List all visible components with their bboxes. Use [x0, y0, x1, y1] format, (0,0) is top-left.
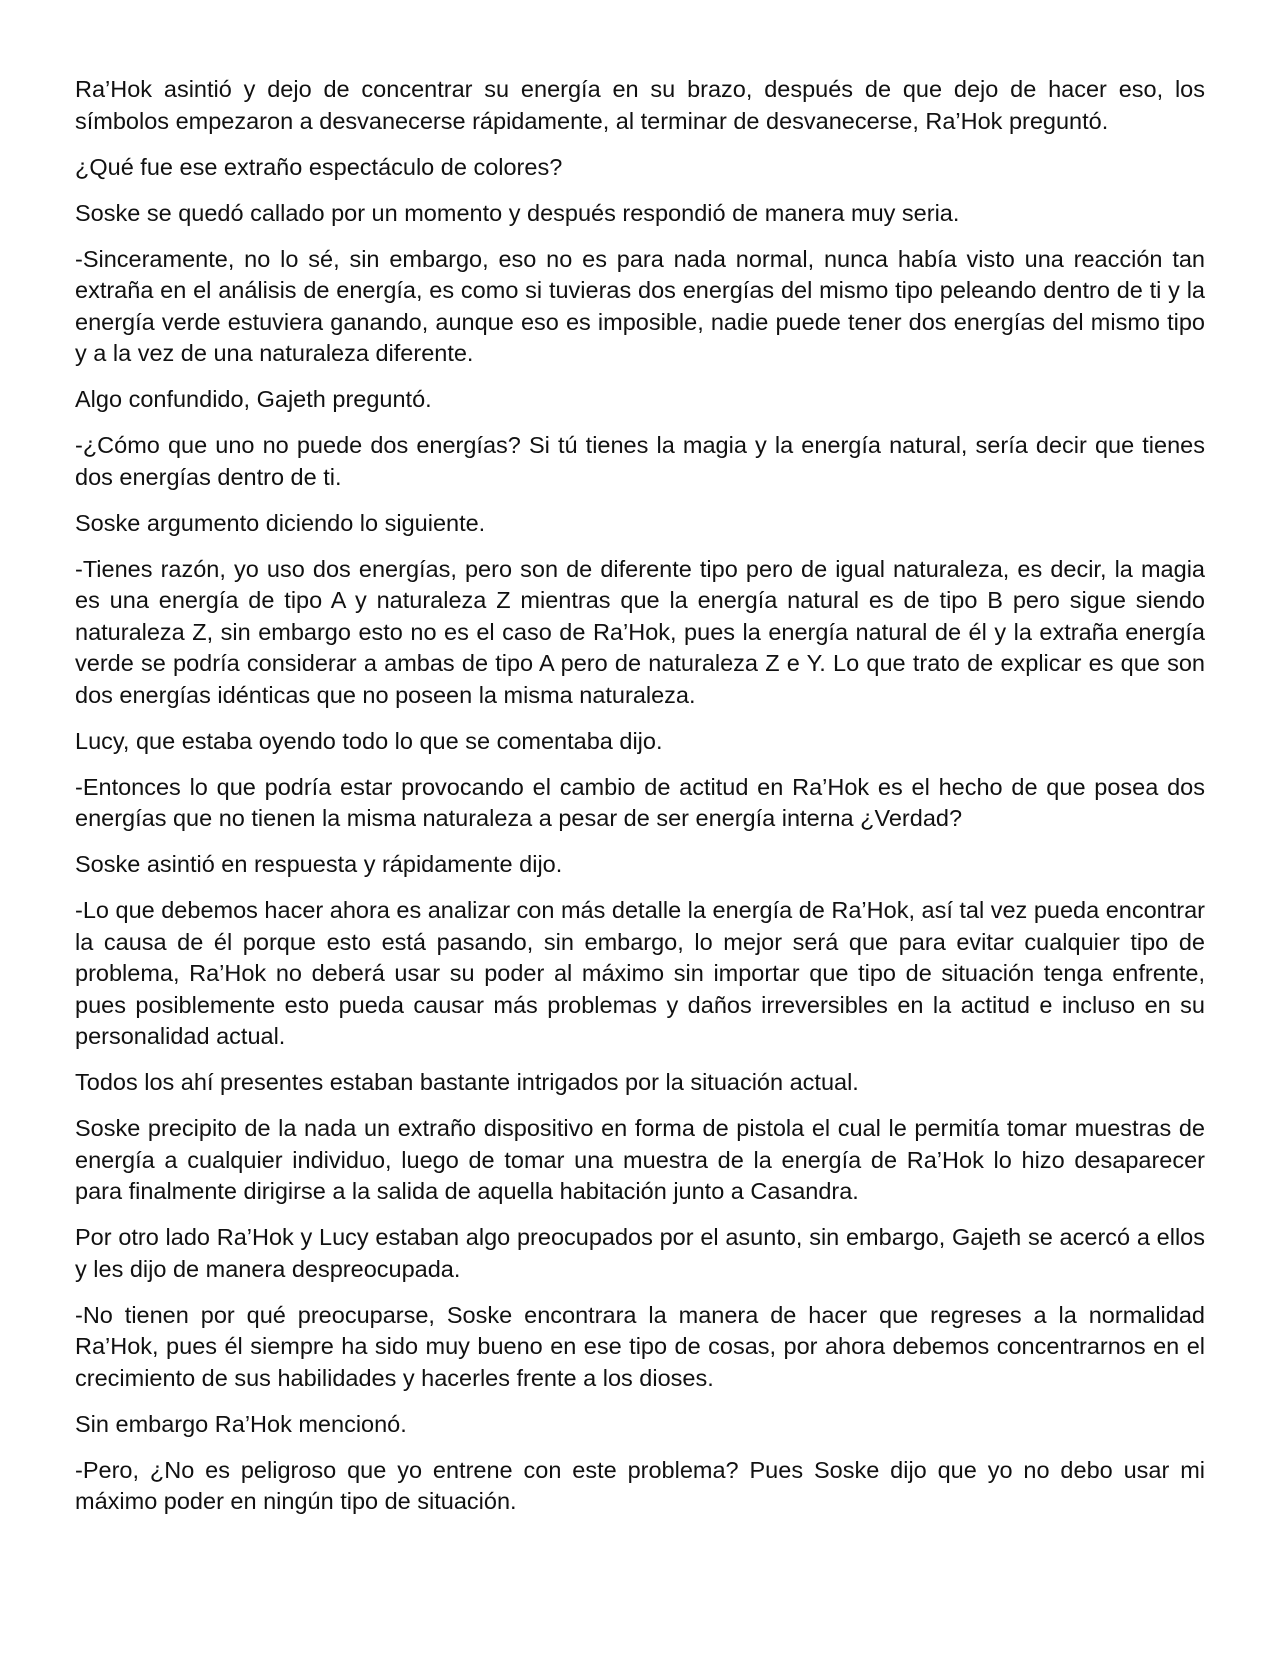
paragraph: -Sinceramente, no lo sé, sin embargo, eso no es para nada normal, nunca había visto una reacción tan extraña en el análisis de energía, es como si tuvieras dos energías del mismo tipo peleando dentro de ti y la energía verde estuviera ganando, aunque eso es imposible, nadie puede tener dos energías del mismo tipo y a la vez de una naturaleza diferente. — [75, 245, 1205, 366]
paragraph: Soske se quedó callado por un momento y después respondió de manera muy seria. — [75, 199, 960, 226]
paragraph: -Tienes razón, yo uso dos energías, pero son de diferente tipo pero de igual naturaleza, es decir, la magia es una energía de tipo A y naturaleza Z mientras que la energía natural es de tipo B pero sigue siendo naturaleza Z, sin embargo esto no es el caso de Ra’Hok, pues la energía natural de él y la extraña energía verde se podría considerar a ambas de tipo A pero de naturaleza Z e Y. Lo que trato de explicar es que son dos energías idénticas que no poseen la misma naturaleza. — [75, 555, 1205, 708]
paragraph: Por otro lado Ra’Hok y Lucy estaban algo preocupados por el asunto, sin embargo, Gajeth se acercó a ellos y les dijo de manera despreocupada. — [75, 1224, 1205, 1282]
paragraph: Algo confundido, Gajeth preguntó. — [75, 386, 432, 412]
paragraph: Sin embargo Ra’Hok mencionó. — [75, 1410, 407, 1437]
paragraph: ¿Qué fue ese extraño espectáculo de colores? — [75, 153, 563, 180]
paragraph: -Lo que debemos hacer ahora es analizar con más detalle la energía de Ra’Hok, así tal vez pueda encontrar la causa de él porque esto está pasando, sin embargo, lo mejor será que para evitar cualquier tipo de problema, Ra’Hok no deberá usar su poder al máximo sin importar que tipo de situación tenga enfrente, pues posiblemente esto pueda causar más problemas y daños irreversibles en la actitud e incluso en su personalidad actual. — [75, 897, 1205, 1049]
paragraph: Soske argumento diciendo lo siguiente. — [75, 509, 486, 536]
paragraph: Todos los ahí presentes estaban bastante intrigados por la situación actual. — [75, 1069, 859, 1095]
paragraph: Ra’Hok asintió y dejo de concentrar su energía en su brazo, después de que dejo de hacer eso, los símbolos empezaron a desvanecerse rápidamente, al terminar de desvanecerse, Ra’Hok preguntó. — [75, 76, 1205, 134]
paragraph: Lucy, que estaba oyendo todo lo que se comentaba dijo. — [75, 727, 663, 754]
paragraph: Soske asintió en respuesta y rápidamente dijo. — [75, 851, 563, 877]
paragraph: -No tienen por qué preocuparse, Soske encontrara la manera de hacer que regreses a la normalidad Ra’Hok, pues él siempre ha sido muy bueno en ese tipo de cosas, por ahora debemos concentrarnos en el crecimiento de sus habilidades y hacerles frente a los dioses. — [75, 1301, 1205, 1391]
paragraph: -Entonces lo que podría estar provocando el cambio de actitud en Ra’Hok es el hecho de que posea dos energías que no tienen la misma naturaleza a pesar de ser energía interna ¿Verdad? — [75, 773, 1205, 831]
paragraph: -Pero, ¿No es peligroso que yo entrene con este problema? Pues Soske dijo que yo no debo usar mi máximo poder en ningún tipo de situación. — [75, 1456, 1205, 1514]
paragraph: -¿Cómo que uno no puede dos energías? Si tú tienes la magia y la energía natural, sería decir que tienes dos energías dentro de ti. — [75, 432, 1205, 490]
paragraph: Soske precipito de la nada un extraño dispositivo en forma de pistola el cual le permitía tomar muestras de energía a cualquier individuo, luego de tomar una muestra de la energía de Ra’Hok lo hizo desaparecer para finalmente dirigirse a la salida de aquella habitación junto a Casandra. — [75, 1115, 1205, 1204]
document-page — [75, 74, 1205, 1532]
